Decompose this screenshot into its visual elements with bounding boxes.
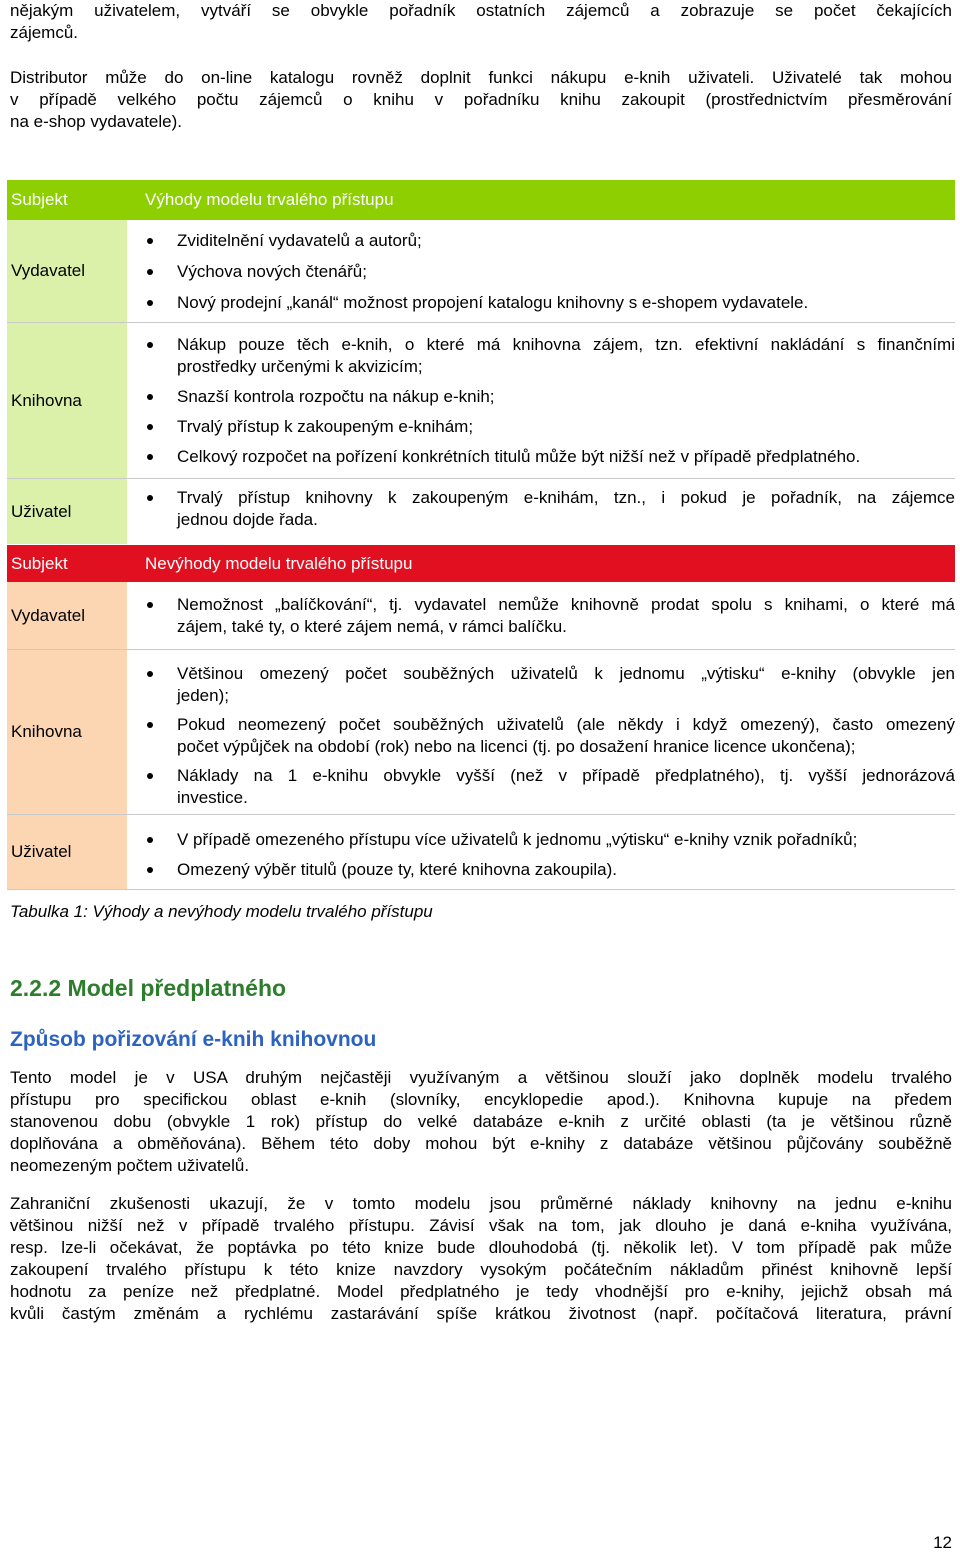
row-subject: Knihovna (7, 650, 127, 814)
row-subject: Uživatel (7, 479, 127, 544)
header-subject: Subjekt (11, 553, 68, 573)
list-item: Náklady na 1 e-knihu obvykle vyšší (než v případě předplatného), tj. vyšší jednorázová investice. (145, 765, 955, 809)
row-subject: Vydavatel (7, 220, 127, 322)
header-title: Výhody modelu trvalého přístupu (145, 190, 394, 209)
table-row (7, 650, 955, 815)
list-item: V případě omezeného přístupu více uživatelů k jednomu „výtisku“ e-knihy vznik pořadníků; (145, 829, 955, 851)
body-paragraph-1 (10, 1067, 952, 1177)
text-line: většinou nižší než v případě trvalého přístupu. Závisí však na tom, jak dlouho je daná e-kniha využívána, (10, 1216, 952, 1235)
text-line: Zahraniční zkušenosti ukazují, že v tomto modelu jsou průměrné náklady knihovny na jednu e-knihu (10, 1194, 952, 1213)
text-line: doplňována a obměňována). Během této doby mohou být e-knihy z databáze většinou půjčovány souběžně (10, 1134, 952, 1153)
row-subject: Uživatel (7, 815, 127, 889)
intro-paragraph-2 (10, 67, 952, 133)
row-items (127, 582, 955, 649)
text-line: v případě velkého počtu zájemců o knihu v pořadníku knihu zakoupit (prostřednictvím přesměrování (10, 90, 952, 109)
row-items (127, 220, 955, 322)
intro-paragraph-1 (10, 0, 952, 44)
list-item: Výchova nových čtenářů; (145, 261, 955, 283)
text-line: hodnotu za peníze než předplatné. Model předplatného je tedy vhodnější pro e-knihy, jejichž obsah má (10, 1282, 952, 1301)
section-heading: 2.2.2 Model předplatného (10, 975, 287, 1001)
row-items (127, 323, 955, 478)
table-caption: Tabulka 1: Výhody a nevýhody modelu trvalého přístupu (10, 902, 433, 921)
row-subject: Vydavatel (7, 582, 127, 649)
list-item: Zviditelnění vydavatelů a autorů; (145, 230, 955, 252)
list-item: Pokud neomezený počet souběžných uživatelů (ale někdy i když omezený), často omezený počet výpůjček na období (rok) nebo na licenci (tj. po dosažení hranice licence ukončena); (145, 714, 955, 758)
page-number: 12 (933, 1533, 952, 1552)
text-line: na e-shop vydavatele). (10, 112, 182, 131)
table-row (7, 815, 955, 890)
row-subject: Knihovna (7, 323, 127, 478)
text-line: zakoupení trvalého přístupu k této knize navzdory vysokým počátečním nákladům přinést knihovně lepší (10, 1260, 952, 1279)
text-line: neomezeným počtem uživatelů. (10, 1156, 250, 1175)
text-line: nějakým uživatelem, vytváří se obvykle pořadník ostatních zájemců a zobrazuje se počet čekajících (10, 1, 952, 20)
list-item: Nákup pouze těch e-knih, o které má knihovna zájem, tzn. efektivní nakládání s finančními prostředky určenými k akvizicím; (145, 334, 955, 378)
row-items (127, 479, 955, 544)
list-item: Většinou omezený počet souběžných uživatelů k jednomu „výtisku“ e-knihy (obvykle jen jeden); (145, 663, 955, 707)
advantages-header-row (7, 180, 955, 220)
row-items (127, 815, 955, 889)
disadvantages-header-row (7, 545, 955, 582)
table-row (7, 582, 955, 650)
list-item: Nový prodejní „kanál“ možnost propojení katalogu knihovny s e-shopem vydavatele. (145, 292, 955, 314)
text-line: přístupu pro specifickou oblast e-knih (slovníky, encyklopedie apod.). Knihovna kupuje na předem (10, 1090, 952, 1109)
text-line: resp. lze-li očekávat, že poptávka po této knize bude dlouhodobá (tj. několik let). V tom případě pak může (10, 1238, 952, 1257)
list-item: Omezený výběr titulů (pouze ty, které knihovna zakoupila). (145, 859, 955, 881)
body-paragraph-2 (10, 1193, 952, 1325)
text-line: Tento model je v USA druhým nejčastěji využívaným a většinou slouží jako doplněk modelu trvalého (10, 1068, 952, 1087)
text-line: zájemců. (10, 23, 79, 42)
list-item: Trvalý přístup k zakoupeným e-knihám; (145, 416, 955, 438)
header-title: Nevýhody modelu trvalého přístupu (145, 553, 413, 573)
subsection-heading: Způsob pořizování e-knih knihovnou (10, 1028, 377, 1051)
header-subject: Subjekt (11, 190, 68, 209)
disadvantages-table (7, 545, 955, 890)
text-line: kvůli častým změnám a rychlému zastarávání spíše krátkou životnost (např. počítačová literatura, právní (10, 1304, 952, 1323)
advantages-table (7, 180, 955, 544)
list-item: Nemožnost „balíčkování“, tj. vydavatel nemůže knihovně prodat spolu s knihami, o které má zájem, také ty, o které zájem nemá, v rámci balíčku. (145, 594, 955, 638)
list-item: Snazší kontrola rozpočtu na nákup e-knih; (145, 386, 955, 408)
table-row (7, 479, 955, 544)
text-line: Distributor může do on-line katalogu rovněž doplnit funkci nákupu e-knih uživateli. Uživatelé tak mohou (10, 68, 952, 87)
row-items (127, 650, 955, 814)
list-item: Trvalý přístup knihovny k zakoupeným e-knihám, tzn., i pokud je pořadník, na zájemce jednou dojde řada. (145, 487, 955, 531)
list-item: Celkový rozpočet na pořízení konkrétních titulů může být nižší než v případě předplatného. (145, 446, 955, 468)
table-row (7, 220, 955, 323)
text-line: stanovenou dobu (obvykle 1 rok) přístup do velké databáze e-knih z určité oblasti (ta je většinou různě (10, 1112, 952, 1131)
table-row (7, 323, 955, 479)
